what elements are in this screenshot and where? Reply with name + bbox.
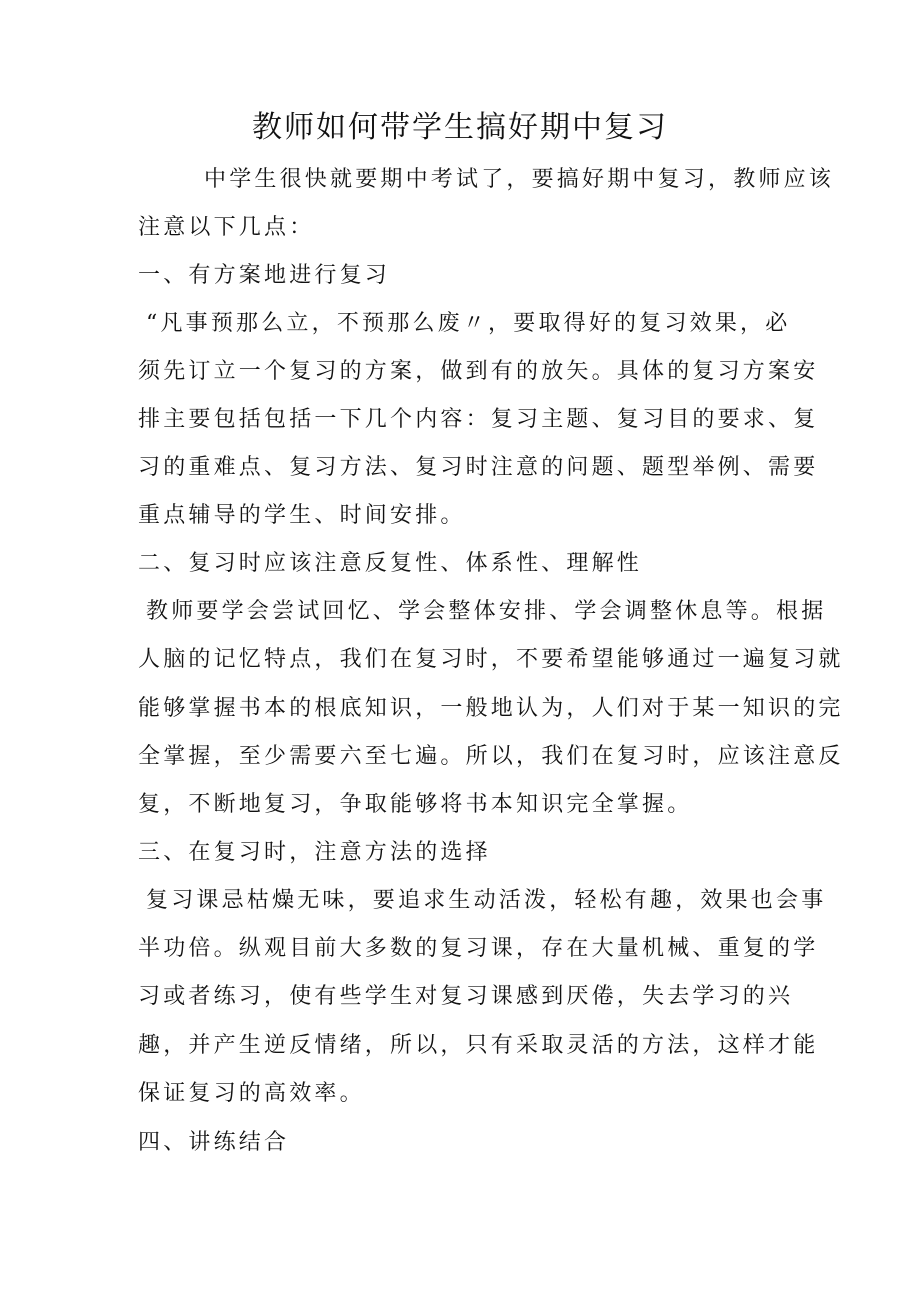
- section-3-line-5: 保证复习的高效率。: [138, 1081, 365, 1106]
- section-2-line-5: 复，不断地复习，争取能够将书本知识完全掌握。: [138, 792, 693, 817]
- section-2-line-2: 人脑的记忆特点，我们在复习时，不要希望能够通过一遍复习就: [138, 647, 844, 672]
- section-3-line-2: 半功倍。纵观目前大多数的复习课，存在大量机械、重复的学: [138, 936, 819, 961]
- intro-line-1: 中学生很快就要期中考试了，要搞好期中复习，教师应该: [204, 167, 835, 192]
- section-3-heading: 三、在复习时，注意方法的选择: [138, 840, 491, 865]
- section-3-line-4: 趣，并产生逆反情绪，所以，只有采取灵活的方法，这样才能: [138, 1033, 819, 1058]
- section-2-heading: 二、复习时应该注意反复性、体系性、理解性: [138, 551, 643, 576]
- section-1-line-5: 重点辅导的学生、时间安排。: [138, 503, 466, 528]
- section-1-heading: 一、有方案地进行复习: [138, 263, 391, 288]
- section-2-line-4: 全掌握，至少需要六至七遍。所以，我们在复习时，应该注意反: [138, 744, 844, 769]
- section-2-line-3: 能够掌握书本的根底知识，一般地认为，人们对于某一知识的完: [138, 696, 844, 721]
- section-4-heading: 四、讲练结合: [138, 1130, 290, 1155]
- section-2-line-1: 教师要学会尝试回忆、学会整体安排、学会调整休息等。根据: [146, 599, 827, 624]
- section-1-line-2: 须先订立一个复习的方案，做到有的放矢。具体的复习方案安: [138, 359, 819, 384]
- document-title: 教师如何带学生搞好期中复习: [252, 110, 668, 145]
- intro-line-2: 注意以下几点：: [138, 215, 315, 240]
- section-1-line-1: “凡事预那么立，不预那么废〃，要取得好的复习效果，必: [146, 311, 791, 336]
- section-1-line-4: 习的重难点、复习方法、复习时注意的问题、题型举例、需要: [138, 455, 819, 480]
- section-3-line-1: 复习课忌枯燥无味，要追求生动活泼，轻松有趣，效果也会事: [146, 888, 827, 913]
- section-3-line-3: 习或者练习，使有些学生对复习课感到厌倦，失去学习的兴: [138, 984, 794, 1009]
- section-1-line-3: 排主要包括包括一下几个内容：复习主题、复习目的要求、复: [138, 407, 819, 432]
